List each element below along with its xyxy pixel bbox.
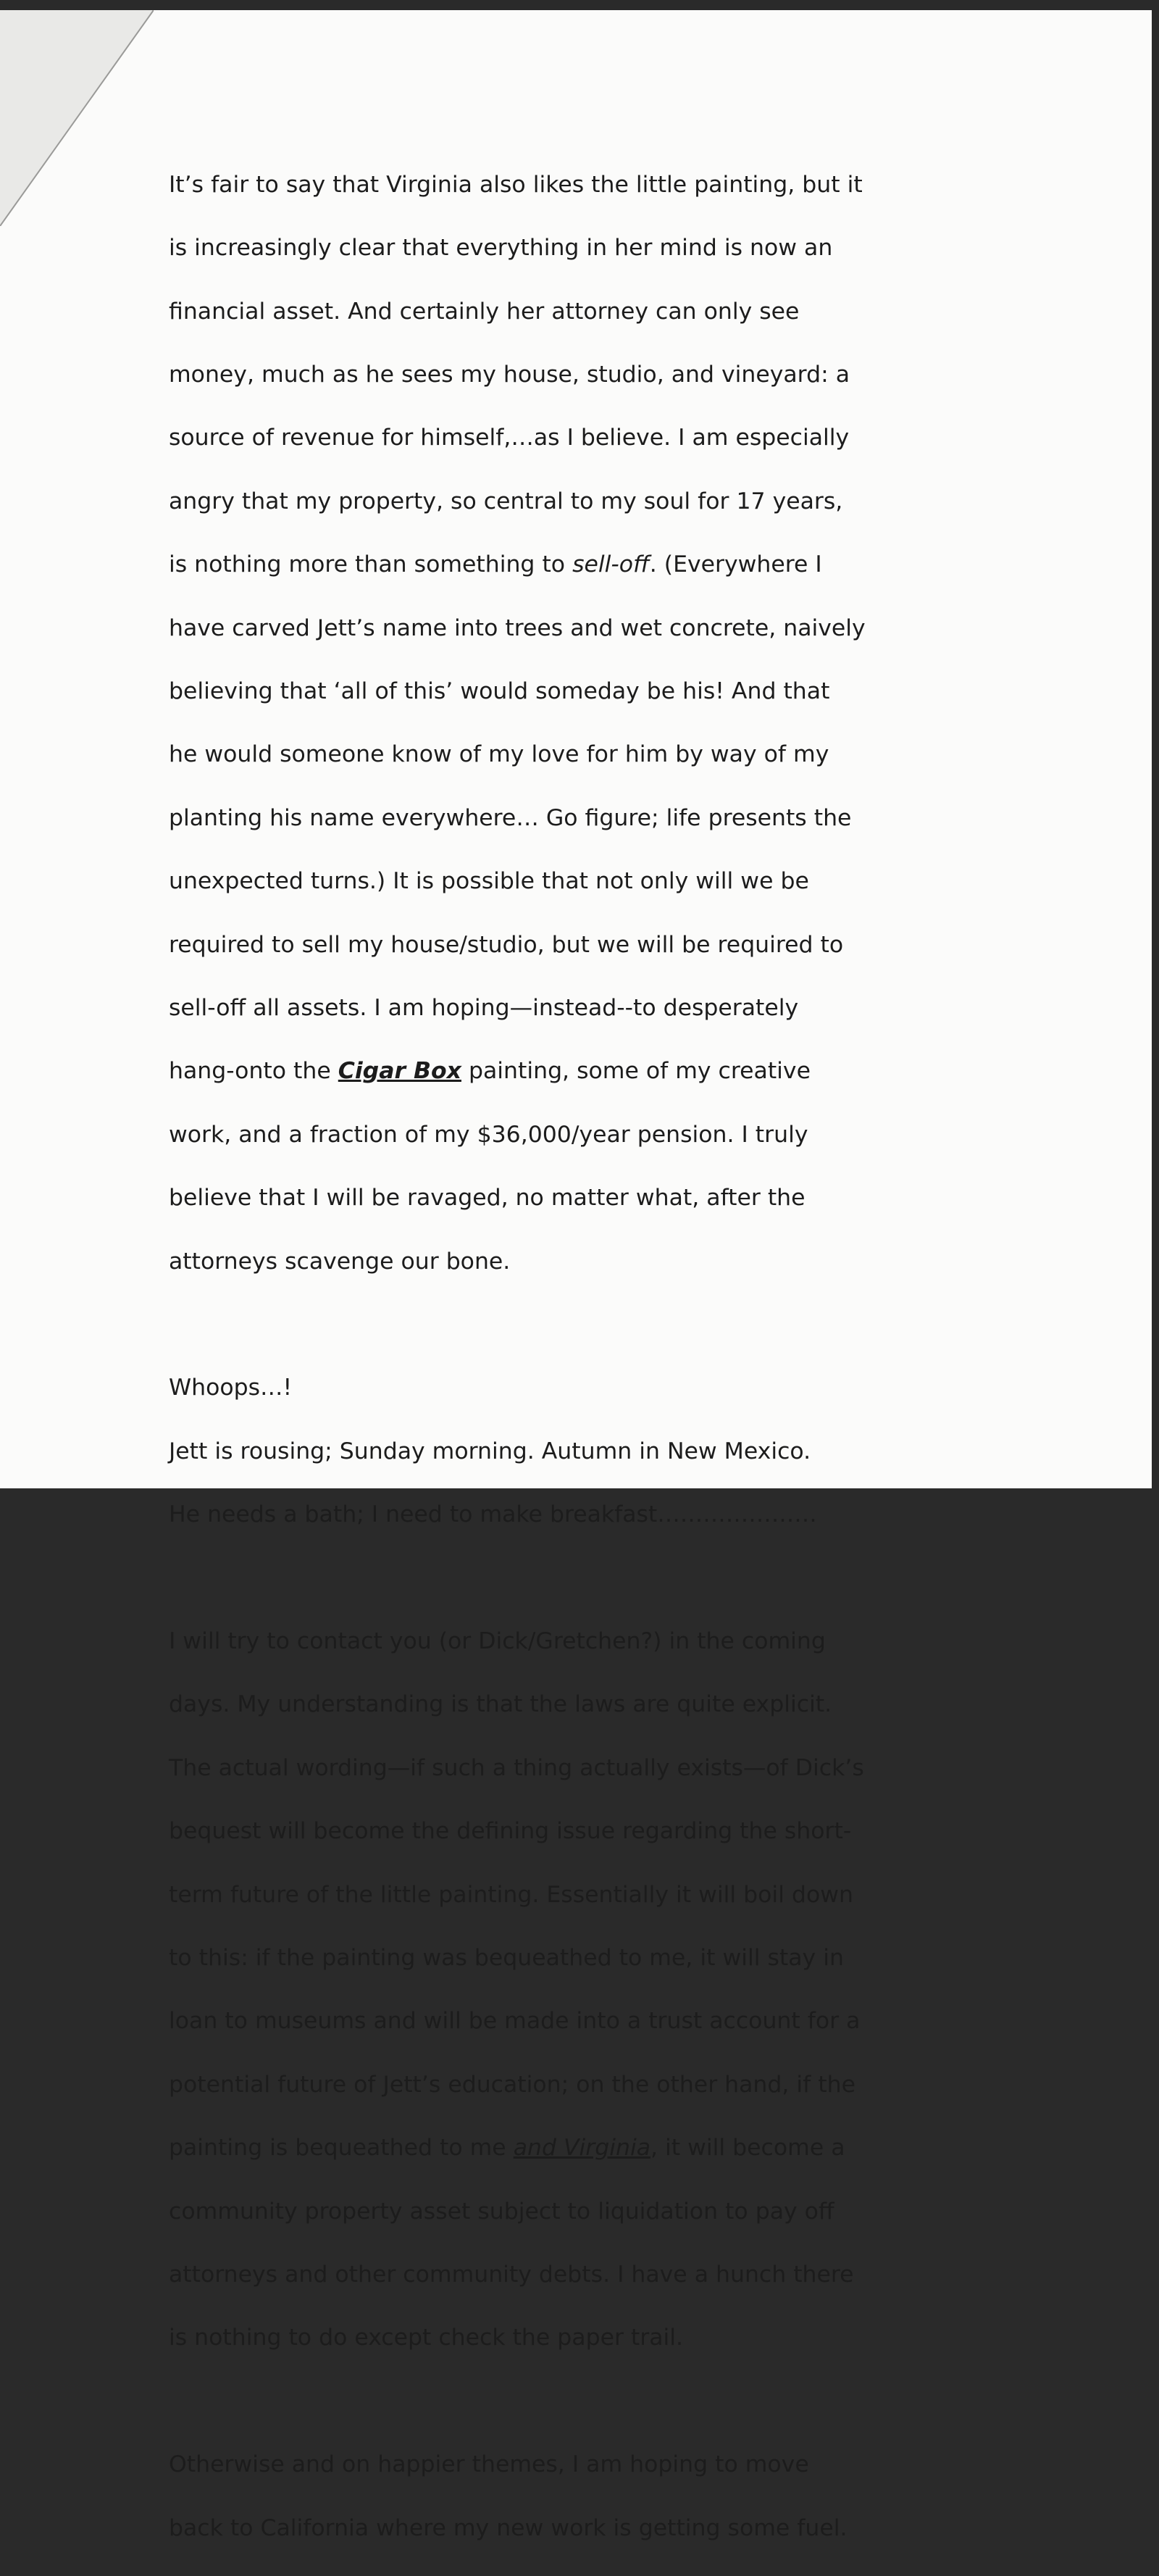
paragraph-1 bbox=[169, 138, 995, 1309]
text-line: days. My understanding is that the laws are quite explicit. bbox=[169, 1691, 832, 1718]
text-line bbox=[169, 549, 995, 581]
text-line: work, and a fraction of my $36,000/year pension. I truly bbox=[169, 1121, 808, 1148]
text-line: He needs a bath; I need to make breakfast………………… bbox=[169, 1501, 817, 1528]
text-run: . (Everywhere I bbox=[649, 551, 822, 578]
text-line: loan to museums and will be made into a trust account for a bbox=[169, 2008, 861, 2035]
emphasis-and-virginia: and Virginia bbox=[513, 2135, 650, 2162]
text-line: attorneys and other community debts. I have a hunch there bbox=[169, 2262, 854, 2288]
text-line: have carved Jett’s name into trees and wet concrete, naively bbox=[169, 614, 866, 641]
text-line: community property asset subject to liquidation to pay off bbox=[169, 2198, 834, 2225]
text-line: bequest will become the defining issue regarding the short- bbox=[169, 1818, 852, 1845]
text-line: financial asset. And certainly her attorney can only see bbox=[169, 298, 800, 325]
paragraph-2 bbox=[169, 1341, 995, 1563]
text-line: to this: if the painting was bequeathed to me, it will stay in bbox=[169, 1945, 844, 1972]
text-line: Whoops…! bbox=[169, 1375, 293, 1401]
text-run: , it will become a bbox=[650, 2135, 845, 2162]
text-line: required to sell my house/studio, but we will be required to bbox=[169, 931, 844, 958]
painting-title-cigar-box: Cigar Box bbox=[338, 1058, 461, 1085]
emphasis-sell-off: sell-off bbox=[572, 551, 650, 578]
text-line: term future of the little painting. Essentially it will boil down bbox=[169, 1881, 853, 1908]
text-run: is nothing more than something to bbox=[169, 551, 573, 578]
text-line: The actual wording—if such a thing actually exists—of Dick’s bbox=[169, 1754, 864, 1781]
letter-body bbox=[169, 138, 995, 2576]
text-line bbox=[169, 1056, 995, 1088]
text-line: source of revenue for himself,…as I believe. I am especially bbox=[169, 425, 850, 451]
text-line: is nothing to do except check the paper trail. bbox=[169, 2325, 684, 2351]
text-line: Otherwise and on happier themes, I am hoping to move bbox=[169, 2451, 809, 2478]
text-line: I will try to contact you (or Dick/Gretchen?) in the coming bbox=[169, 1628, 826, 1655]
text-line: unexpected turns.) It is possible that not only will we be bbox=[169, 868, 809, 895]
paragraph-3 bbox=[169, 1594, 995, 2386]
text-line: he would someone know of my love for him by way of my bbox=[169, 741, 829, 768]
text-line: attorneys scavenge our bone. bbox=[169, 1248, 511, 1275]
text-run: hang-onto the bbox=[169, 1058, 338, 1085]
text-line: believe that I will be ravaged, no matter what, after the bbox=[169, 1185, 806, 1212]
text-line: back to California where my new work is getting some fuel. bbox=[169, 2514, 848, 2541]
text-line: is increasingly clear that everything in her mind is now an bbox=[169, 235, 833, 262]
paragraph-4 bbox=[169, 2418, 995, 2576]
text-line: Jett is rousing; Sunday morning. Autumn in New Mexico. bbox=[169, 1438, 811, 1464]
text-line bbox=[169, 2133, 995, 2164]
text-line: planting his name everywhere… Go figure; life presents the bbox=[169, 804, 852, 831]
text-line: angry that my property, so central to my soul for 17 years, bbox=[169, 488, 843, 514]
text-line: believing that ‘all of this’ would someday be his! And that bbox=[169, 678, 830, 704]
text-line: potential future of Jett’s education; on the other hand, if the bbox=[169, 2071, 855, 2098]
text-run: painting, some of my creative bbox=[461, 1058, 811, 1085]
text-line: It’s fair to say that Virginia also likes the little painting, but it bbox=[169, 171, 863, 198]
text-line: money, much as he sees my house, studio, and vineyard: a bbox=[169, 361, 850, 388]
text-run: painting is bequeathed to me bbox=[169, 2135, 514, 2162]
text-line: sell-off all assets. I am hoping—instead--to desperately bbox=[169, 994, 799, 1021]
